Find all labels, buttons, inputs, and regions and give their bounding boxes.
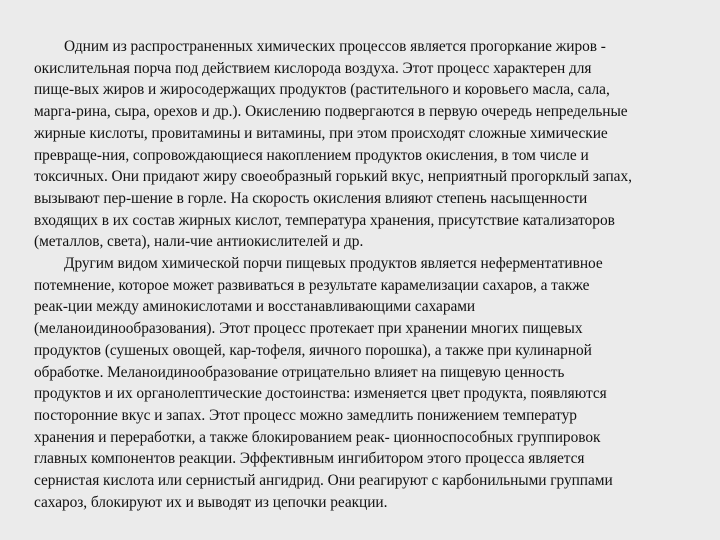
text-line: (металлов, света), нали-чие антиокислителей и др. (34, 233, 364, 251)
text-line: обработке. Меланоидинообразование отрицательно влияет на пищевую ценность (34, 363, 565, 381)
text-line: реак-ции между аминокислотами и восстанавливающими сахарами (34, 298, 476, 316)
text-line: продуктов (сушеных овощей, кар-тофеля, яичного порошка), а также при кулинарной (34, 341, 592, 359)
text-line: потемнение, которое может развиваться в результате карамелизации сахаров, а также (34, 276, 590, 294)
text-line: вызывают пер-шение в горле. На скорость окисления влияют степень насыщенности (34, 189, 588, 207)
text-line: Другим видом химической порчи пищевых продуктов является неферментативное (64, 255, 603, 273)
text-line: продуктов и их органолептические достоинства: изменяется цвет продукта, появляются (34, 385, 607, 403)
text-line: посторонние вкус и запах. Этот процесс можно замедлить понижением температур (34, 406, 577, 424)
paragraph-browning (34, 253, 692, 513)
text-line: жирные кислоты, провитамины и витамины, при этом происходят сложные химические (34, 124, 608, 142)
paragraph-rancidity (34, 36, 692, 253)
text-line: главных компонентов реакции. Эффективным ингибитором этого процесса является (34, 450, 585, 468)
body-text (34, 36, 692, 513)
text-line: превраще-ния, сопровождающиеся накоплением продуктов окисления, в том числе и (34, 146, 589, 164)
text-line: входящих в их состав жирных кислот, температура хранения, присутствие катализаторов (34, 211, 615, 229)
text-line: Одним из распространенных химических процессов является прогоркание жиров - (64, 38, 606, 55)
text-line: сахароз, блокируют их и выводят из цепочки реакции. (34, 493, 388, 511)
text-line: хранения и переработки, а также блокированием реак- ционноспособных группировок (34, 428, 601, 446)
text-line: окислительная порча под действием кислорода воздуха. Этот процесс характерен для (34, 59, 592, 77)
text-line: (меланоидинообразования). Этот процесс протекает при хранении многих пищевых (34, 320, 583, 338)
text-line: марга-рина, сыра, орехов и др.). Окислению подвергаются в первую очередь непредельные (34, 103, 628, 121)
text-line: пище-вых жиров и жиросодержащих продуктов (растительного и коровьего масла, сала, (34, 81, 610, 99)
text-line: сернистая кислота или сернистый ангидрид. Они реагируют с карбонильными группами (34, 472, 613, 490)
text-line: токсичных. Они придают жиру своеобразный горький вкус, неприятный прогорклый запах, (34, 168, 632, 186)
